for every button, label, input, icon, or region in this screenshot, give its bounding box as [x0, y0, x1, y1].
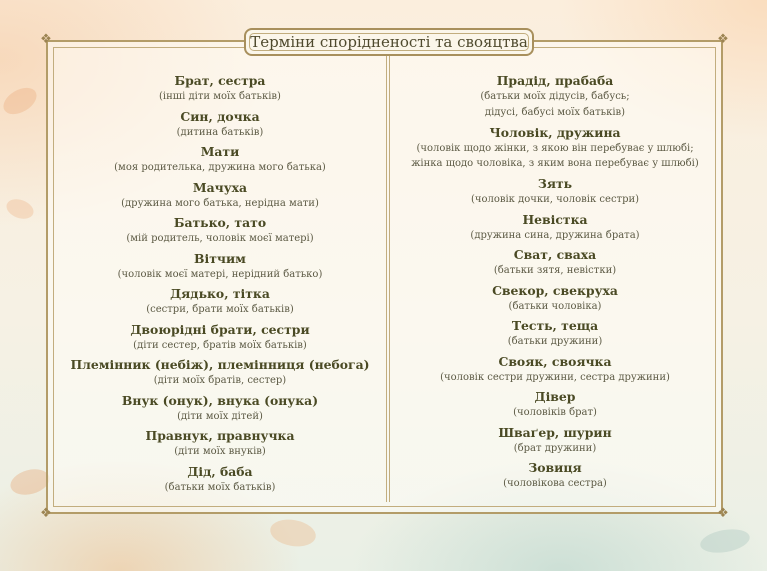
kinship-description: (діти моїх дітей): [177, 410, 263, 422]
kinship-description: (батьки моїх батьків): [164, 481, 276, 493]
decorative-leaf: [698, 526, 751, 556]
kinship-term: Прадід, прабаба: [496, 73, 614, 88]
kinship-description-line2: дідусі, бабусі моїх батьків): [484, 106, 626, 118]
kinship-description: (брат дружини): [513, 442, 597, 454]
kinship-term: Дівер: [534, 389, 576, 404]
kinship-term: Правнук, правнучка: [145, 428, 295, 443]
corner-ornament-icon: ❖: [717, 32, 729, 47]
kinship-entry: [54, 108, 386, 144]
kinship-term: Мачуха: [192, 179, 248, 195]
kinship-entry: [392, 424, 718, 460]
kinship-term: Тесть, теща: [511, 318, 599, 333]
kinship-term: Невістка: [522, 211, 588, 227]
kinship-description: (чоловік сестри дружини, сестра дружини): [440, 371, 670, 383]
kinship-description: (дитина батьків): [176, 126, 264, 138]
kinship-entry: [392, 388, 718, 424]
kinship-entry: [392, 317, 718, 353]
kinship-entry: [54, 463, 386, 499]
kinship-description: (чоловікова сестра): [503, 478, 607, 489]
kinship-entry: [54, 427, 386, 463]
title-banner: [244, 28, 534, 56]
kinship-description: (діти сестер, братів моїх батьків): [133, 339, 307, 351]
left-column: [54, 72, 386, 498]
ornamental-frame: [40, 32, 729, 521]
kinship-term: Племінник (небіж), племінниця (небога): [70, 357, 370, 372]
page-title: Терміни спорідненості та свояцтва: [250, 33, 528, 51]
kinship-description: (чоловіків брат): [513, 407, 597, 418]
kinship-term: Двоюрідні брати, сестри: [130, 321, 310, 337]
kinship-entry: [392, 124, 718, 176]
kinship-entry: [54, 179, 386, 215]
kinship-term: Зять: [537, 176, 573, 191]
kinship-description: (чоловік дочки, чоловік сестри): [470, 194, 640, 205]
kinship-entry: [392, 211, 718, 247]
right-column: [392, 72, 718, 495]
column-divider: [386, 56, 387, 502]
kinship-description: (батьки чоловіка): [508, 300, 602, 312]
kinship-term: Мати: [200, 144, 240, 159]
kinship-description: (мій родитель, чоловік моєї матері): [126, 233, 314, 244]
kinship-entry: [54, 214, 386, 250]
kinship-description: (сестри, брати моїх батьків): [146, 304, 294, 315]
kinship-description: (дружина мого батька, нерідна мати): [121, 197, 319, 209]
decorative-leaf: [268, 516, 318, 550]
kinship-entry: [54, 392, 386, 428]
kinship-term: Свекор, свекруха: [492, 282, 618, 298]
kinship-entry: [392, 353, 718, 389]
kinship-term: Дід, баба: [187, 463, 253, 479]
kinship-entry: [392, 246, 718, 282]
kinship-entry: [54, 356, 386, 392]
kinship-term: Зовиця: [528, 460, 582, 475]
kinship-term: Вітчим: [194, 250, 246, 266]
kinship-entry: [392, 72, 718, 124]
kinship-term: Син, дочка: [180, 108, 260, 124]
kinship-description: (чоловік моєї матері, нерідний батько): [117, 268, 323, 280]
kinship-term: Сват, сваха: [513, 247, 597, 262]
corner-ornament-icon: ❖: [40, 32, 52, 47]
kinship-description: (батьки моїх дідусів, бабусь;: [480, 91, 630, 102]
kinship-description: (батьки зятя, невістки): [493, 265, 617, 276]
kinship-entry: [54, 72, 386, 108]
kinship-description: (дружина сина, дружина брата): [470, 229, 640, 241]
kinship-entry: [54, 321, 386, 357]
kinship-entry: [392, 175, 718, 211]
corner-ornament-icon: ❖: [717, 506, 729, 521]
kinship-description: (моя родителька, дружина мого батька): [114, 162, 326, 173]
kinship-description: (діти моїх братів, сестер): [153, 375, 287, 386]
kinship-description: (інші діти моїх батьків): [159, 91, 281, 102]
kinship-term: Батько, тато: [173, 215, 267, 230]
decorative-leaf: [0, 82, 41, 119]
kinship-entry: [54, 285, 386, 321]
kinship-entry: [392, 459, 718, 495]
corner-ornament-icon: ❖: [40, 506, 52, 521]
kinship-term: Свояк, своячка: [498, 353, 612, 369]
kinship-description: (діти моїх внуків): [174, 446, 266, 457]
kinship-entry: [54, 143, 386, 179]
kinship-entry: [392, 282, 718, 318]
kinship-description-line2: жінка щодо чоловіка, з яким вона перебуває у шлюбі): [411, 158, 699, 170]
kinship-term: Внук (онук), внука (онука): [121, 392, 319, 408]
kinship-description: (батьки дружини): [507, 336, 603, 347]
kinship-term: Чоловік, дружина: [489, 124, 621, 140]
kinship-entry: [54, 250, 386, 286]
kinship-description: (чоловік щодо жінки, з якою він перебуває у шлюбі;: [416, 142, 694, 154]
kinship-term: Дядько, тітка: [170, 286, 270, 301]
kinship-term: Брат, сестра: [174, 73, 266, 88]
kinship-term: Шваґер, шурин: [498, 424, 612, 440]
decorative-leaf: [4, 196, 36, 222]
